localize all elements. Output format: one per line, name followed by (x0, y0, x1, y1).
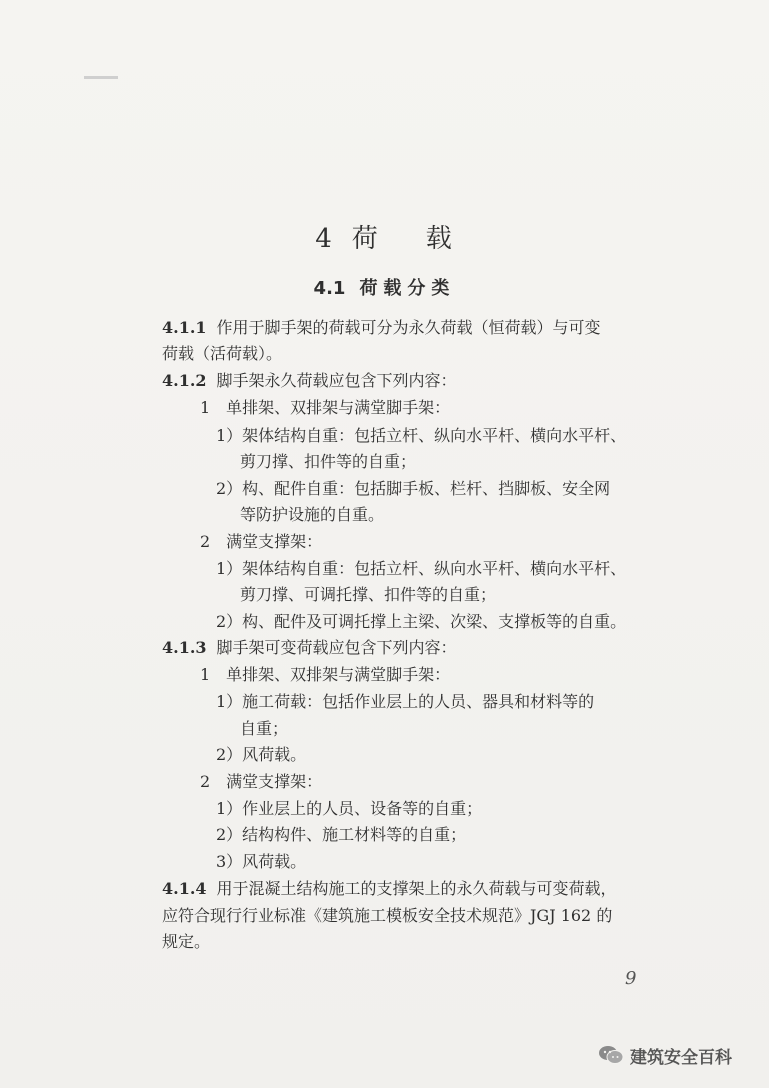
text-line (240, 719, 288, 739)
line-text: 规定。 (162, 932, 211, 951)
line-text: 脚手架可变荷载应包含下列内容： (216, 638, 457, 657)
line-text: 作用于脚手架的荷载可分为永久荷载（恒荷载）与可变 (216, 318, 601, 337)
clause-number: 4.1.3 (162, 638, 207, 657)
line-text: 2）风荷载。 (216, 745, 307, 764)
line-text: 1）施工荷载：包括作业层上的人员、器具和材料等的 (216, 692, 595, 711)
text-line (200, 532, 322, 552)
text-line (240, 585, 496, 605)
page-number: 9 (625, 968, 637, 989)
line-text: 应符合现行行业标准《建筑施工模板安全技术规范》JGJ 162 的 (162, 906, 613, 925)
section-title (0, 274, 769, 300)
line-text: 自重； (240, 719, 289, 738)
text-line (216, 799, 482, 819)
text-line (216, 825, 466, 845)
text-line (216, 426, 626, 446)
text-line (200, 665, 450, 685)
line-text: 剪刀撑、扣件等的自重； (240, 452, 417, 471)
chapter-title (0, 218, 769, 255)
line-text: 1）架体结构自重：包括立杆、纵向水平杆、横向水平杆、 (216, 426, 627, 445)
line-text: 2）构、配件自重：包括脚手板、栏杆、挡脚板、安全网 (216, 479, 611, 498)
line-text: 脚手架永久荷载应包含下列内容： (216, 371, 457, 390)
line-text: 1 单排架、双排架与满堂脚手架： (200, 398, 451, 417)
text-line (200, 772, 322, 792)
line-text: 2）结构构件、施工材料等的自重； (216, 825, 467, 844)
line-text: 1）作业层上的人员、设备等的自重； (216, 799, 483, 818)
clause-number: 4.1.2 (162, 371, 207, 390)
line-text: 1 单排架、双排架与满堂脚手架： (200, 665, 451, 684)
line-text: 用于混凝土结构施工的支撑架上的永久荷载与可变荷载， (216, 879, 617, 898)
line-text: 2 满堂支撑架： (200, 532, 323, 551)
text-line (162, 879, 617, 899)
clause-number: 4.1.1 (162, 318, 207, 337)
text-line (162, 638, 457, 658)
section-number: 4.1 (313, 278, 346, 299)
text-line (162, 371, 457, 391)
text-line (240, 505, 384, 525)
text-line (216, 612, 626, 632)
chapter-title-char-2: 载 (425, 224, 454, 254)
line-text: 1）架体结构自重：包括立杆、纵向水平杆、横向水平杆、 (216, 559, 627, 578)
line-text: 剪刀撑、可调托撑、扣件等的自重； (240, 585, 497, 604)
chapter-title-char-1: 荷 (351, 224, 380, 254)
text-line (216, 559, 626, 579)
text-line (216, 692, 594, 712)
clause-number: 4.1.4 (162, 879, 207, 898)
text-line (216, 745, 306, 765)
text-line (162, 906, 612, 926)
section-title-text: 荷载分类 (359, 278, 456, 299)
text-line (162, 344, 282, 364)
chapter-number: 4 (315, 224, 334, 254)
line-text: 荷载（活荷载）。 (162, 344, 283, 363)
text-line (162, 932, 210, 952)
line-text: 3）风荷载。 (216, 852, 307, 871)
text-line (216, 852, 306, 872)
line-text: 2）构、配件及可调托撑上主梁、次梁、支撑板等的自重。 (216, 612, 627, 631)
watermark (598, 1040, 768, 1070)
text-line (200, 398, 450, 418)
scan-mark (84, 76, 118, 79)
text-line (162, 318, 601, 338)
watermark-text: 建筑安全百科 (630, 1047, 732, 1068)
text-line (216, 479, 610, 499)
line-text: 2 满堂支撑架： (200, 772, 323, 791)
wechat-icon (598, 1045, 624, 1065)
text-line (240, 452, 416, 472)
line-text: 等防护设施的自重。 (240, 505, 385, 524)
